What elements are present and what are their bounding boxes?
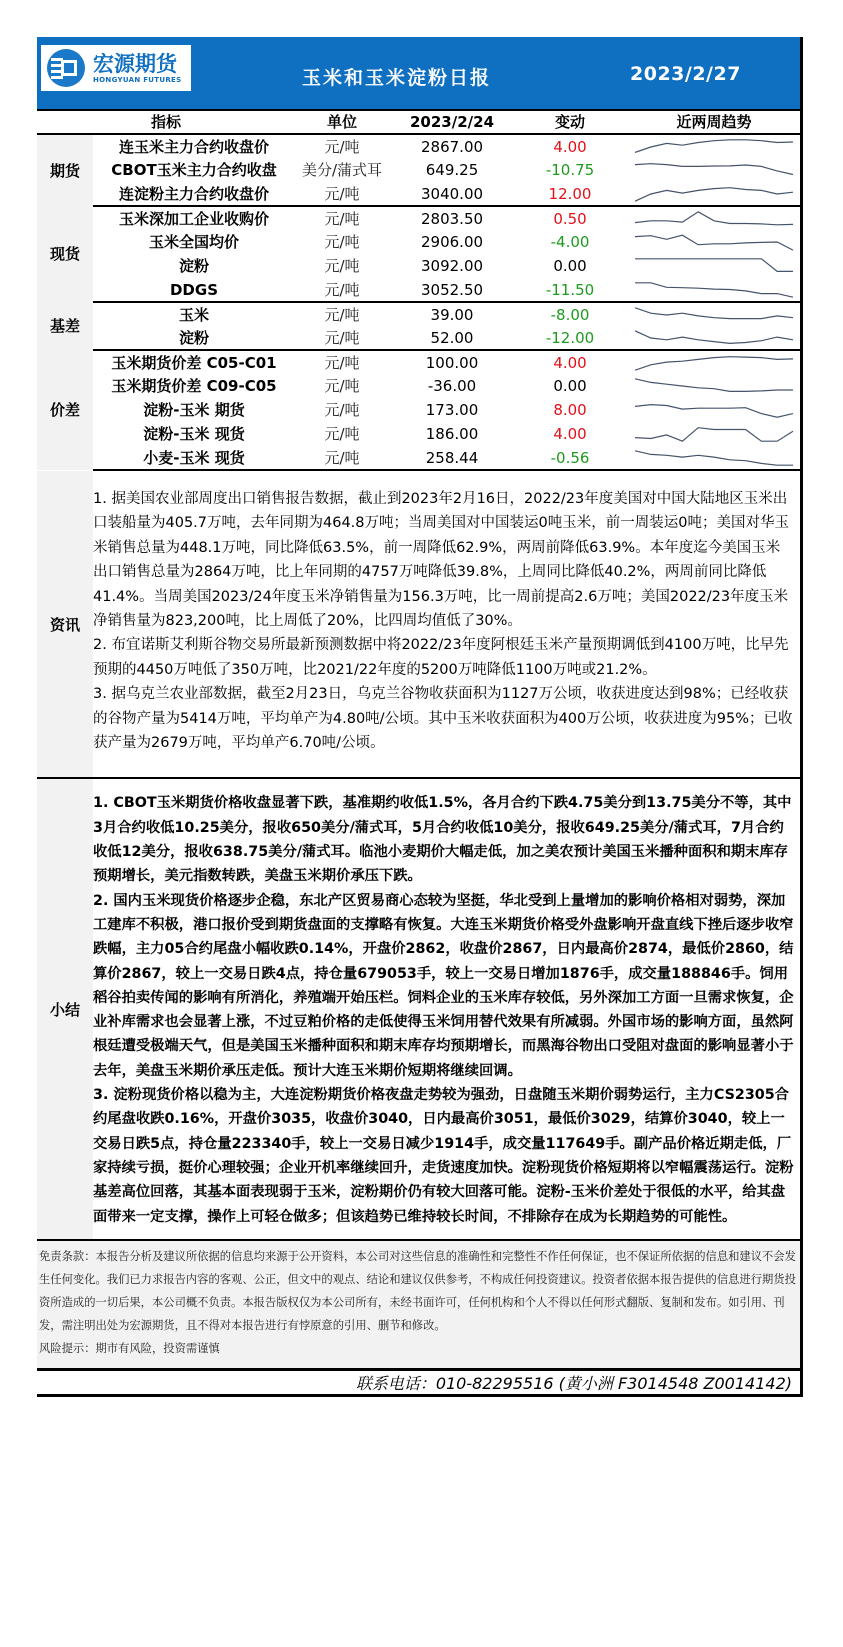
info-paragraph-3: 3. 据乌克兰农业部数据，截至2月23日，乌克兰谷物收获面积为1127万公顷，收获进度达到98%；已经收获的谷物产量为5414万吨，平均单产为4.80吨/公顷。其中玉米收获面积为400万公顷，收获进度为95%；已收获产量为2679万吨，平均单产6.70吨/公顷。 <box>93 686 793 752</box>
unit: 元/吨 <box>324 305 360 324</box>
indicator-name: 淀粉 <box>93 326 295 350</box>
change: -11.50 <box>515 278 625 302</box>
indicator-name: 小麦-玉米 现货 <box>93 446 295 470</box>
change: 12.00 <box>515 182 625 206</box>
category-futures: 期货 <box>37 134 93 206</box>
summary-body <box>93 779 800 1238</box>
indicator-name: 玉米全国均价 <box>149 233 240 251</box>
change: -10.75 <box>545 161 595 179</box>
unit: 元/吨 <box>295 278 389 302</box>
indicator-name: 连玉米主力合约收盘价 <box>119 137 270 156</box>
info-paragraph-1: 1. 据美国农业部周度出口销售报告数据，截止到2023年2月16日，2022/23年度美国对中国大陆地区玉米出口装船量为405.7万吨，去年同期为464.8万吨；当周美国对中国装运0吨玉米，前一周装运0吨；美国对华玉米销售总量为448.1万吨，同比降低63.5%，前一周降低62.9%，两周前降低63.9%。本年度迄今美国玉米出口销售总量为2864万吨，比上年同期的4757万吨降低39.8%，上周同比降低40.2%，两周前同比降低41.4%。当周美国2023/24年度玉米净销售量为156.3万吨，比一周前提高2.6万吨；美国2022/23年度玉米净销售量为823,200吨，比上周低了20%，比四周均值低了30%。 <box>93 491 789 630</box>
unit: 元/吨 <box>324 353 360 372</box>
change: 0.00 <box>553 257 587 275</box>
summary-paragraph-3: 3. 淀粉现货价格以稳为主，大连淀粉期货价格夜盘走势较为强劲，日盘随玉米期价弱势运行，主力CS2305合约尾盘收跌0.16%，开盘价3035，收盘价3040，日内最高价3051，最低价3029，结算价3040，较上一交易日跌5点，持仓量223340手，较上一交易日减少1914手，成交量117649手。副产品价格近期走低，厂家持续亏损，挺价心理较强；企业开机率继续回升，走货速度加快。淀粉现货价格短期将以窄幅震荡运行。淀粉基差高位回落，其基本面表现弱于玉米，淀粉期价仍有较大回落可能。淀粉-玉米价差处于很低的水平，给其盘面带来一定支撑，操作上可轻仓做多；但该趋势已维持较长时间，不排除存在成为长期趋势的可能性。 <box>93 1087 794 1225</box>
trend-sparkline <box>625 398 803 422</box>
disclaimer-text: 免责条款：本报告分析及建议所依据的信息均来源于公开资料，本公司对这些信息的准确性和完整性不作任何保证，也不保证所依据的信息和建议不会发生任何变化。我们已力求报告内容的客观、公正，但文中的观点、结论和建议仅供参考，不构成任何投资建议。投资者依据本报告提供的信息进行期货投资所造成的一切后果，本公司概不负责。本报告版权仅为本公司所有，未经书面许可，任何机构和个人不得以任何形式翻版、复制和发布。如引用、刊发，需注明出处为宏源期货，且不得对本报告进行有悖原意的引用、删节和修改。 <box>39 1249 796 1332</box>
table-row <box>37 446 803 470</box>
indicator-name: 玉米期货价差 C05-C01 <box>111 353 277 372</box>
unit: 元/吨 <box>295 182 389 206</box>
indicator-name: 玉米深加工企业收购价 <box>119 209 270 228</box>
summary-paragraph-1: 1. CBOT玉米期货价格收盘显著下跌，基准期约收低1.5%，各月合约下跌4.75美分到13.75美分不等，其中3月合约收低10.25美分，报收650美分/蒲式耳，5月合约收低10美分，报收649.25美分/蒲式耳，7月合约收低12美分，报收638.75美分/蒲式耳。临池小麦期价大幅走低，加之美农预计美国玉米播种面积和期末库存预期增长，美元指数转跌，美盘玉米期价承压下跌。 <box>93 795 792 885</box>
value: 173.00 <box>425 401 479 419</box>
table-row <box>37 230 803 254</box>
change: 8.00 <box>553 401 587 419</box>
trend-sparkline <box>625 422 803 446</box>
col-value-date: 2023/2/24 <box>389 110 515 134</box>
daily-report <box>37 37 803 1397</box>
table-row <box>37 206 803 230</box>
trend-sparkline <box>625 278 803 302</box>
trend-sparkline <box>625 134 803 158</box>
summary-section <box>37 779 800 1240</box>
trend-sparkline <box>625 350 803 374</box>
value: 39.00 <box>430 305 474 324</box>
indicator-name: 连淀粉主力合约收盘价 <box>93 182 295 206</box>
col-trend: 近两周趋势 <box>625 110 803 134</box>
trend-sparkline <box>625 446 803 470</box>
trend-sparkline <box>625 230 803 254</box>
unit: 元/吨 <box>324 137 360 156</box>
summary-paragraph-2: 2. 国内玉米现货价格逐步企稳，东北产区贸易商心态较为坚挺，华北受到上量增加的影响价格相对弱势，深加工建库不积极，港口报价受到期货盘面的支撑略有恢复。大连玉米期货价格受外盘影响开盘直线下挫后逐步收窄跌幅，主力05合约尾盘小幅收跌0.14%，开盘价2862，收盘价2867，日内最高价2874，最低价2860，结算价2867，较上一交易日跌4点，持仓量679053手，较上一交易日增加1876手，成交量188846手。饲用稻谷拍卖传闻的影响有所消化，养殖端开始压栏。饲料企业的玉米库存较低，另外深加工方面一旦需求恢复，企业补库需求也会显著上涨，不过豆粕价格的走低使得玉米饲用替代效果有所减弱。外国市场的影响方面，虽然阿根廷遭受极端天气，但是美国玉米播种面积和期末库存均预期增长，而黑海谷物出口受阻对盘面的影响显著小于去年，美盘玉米期价承压走低。预计大连玉米期价短期将继续回调。 <box>93 892 794 1079</box>
unit: 美分/蒲式耳 <box>301 161 383 179</box>
report-title: 玉米和玉米淀粉日报 <box>302 67 492 89</box>
category-spot: 现货 <box>37 206 93 302</box>
change: 4.00 <box>553 353 587 372</box>
risk-warning: 风险提示：期市有风险，投资需谨慎 <box>39 1341 220 1355</box>
logo-emblem-icon <box>47 49 85 87</box>
change: 0.00 <box>553 377 587 395</box>
indicator-name: 玉米 <box>179 305 210 324</box>
category-spread: 价差 <box>37 350 93 470</box>
table-row <box>37 374 803 398</box>
company-logo <box>41 45 191 91</box>
logo-en-text: HONGYUAN FUTURES <box>93 76 182 84</box>
summary-label: 小结 <box>37 779 93 1238</box>
value: 52.00 <box>389 326 515 350</box>
indicator-table <box>37 109 803 471</box>
unit: 元/吨 <box>295 446 389 470</box>
table-row <box>37 254 803 278</box>
contact-info: 联系电话：010-82295516 (黄小洲 F3014548 Z0014142) <box>37 1371 800 1397</box>
table-body <box>37 134 803 470</box>
table-row <box>37 158 803 182</box>
change: 4.00 <box>553 137 587 156</box>
info-body <box>93 471 800 777</box>
change: -8.00 <box>550 305 590 324</box>
indicator-name: 淀粉-玉米 期货 <box>143 401 245 419</box>
value: 2906.00 <box>421 233 484 251</box>
change: 4.00 <box>553 425 587 443</box>
value: -36.00 <box>427 377 477 395</box>
indicator-name: 淀粉 <box>179 257 210 275</box>
table-row <box>37 278 803 302</box>
trend-sparkline <box>625 158 803 182</box>
table-row <box>37 302 803 326</box>
unit: 元/吨 <box>324 377 360 395</box>
info-label: 资讯 <box>37 471 93 777</box>
indicator-name: 玉米期货价差 C09-C05 <box>111 377 277 395</box>
indicator-name: 淀粉-玉米 现货 <box>143 425 245 443</box>
trend-sparkline <box>625 206 803 230</box>
change: -0.56 <box>515 446 625 470</box>
unit: 元/吨 <box>324 401 360 419</box>
change: 0.50 <box>553 209 587 228</box>
table-row <box>37 398 803 422</box>
unit: 元/吨 <box>324 233 360 251</box>
trend-sparkline <box>625 326 803 350</box>
category-basis: 基差 <box>37 302 93 350</box>
value: 2867.00 <box>421 137 484 156</box>
unit: 元/吨 <box>324 209 360 228</box>
value: 2803.50 <box>421 209 484 228</box>
value: 649.25 <box>425 161 479 179</box>
change: -4.00 <box>550 233 590 251</box>
report-date: 2023/2/27 <box>630 63 741 85</box>
trend-sparkline <box>625 374 803 398</box>
trend-sparkline <box>625 182 803 206</box>
report-header <box>37 37 800 109</box>
table-row <box>37 350 803 374</box>
unit: 元/吨 <box>324 257 360 275</box>
table-row <box>37 182 803 206</box>
info-paragraph-2: 2. 布宜诺斯艾利斯谷物交易所最新预测数据中将2022/23年度阿根廷玉米产量预期调低到4100万吨，比早先预期的4450万吨低了350万吨，比2021/22年度的5200万吨降低1100万吨或21.2%。 <box>93 637 789 678</box>
table-row <box>37 134 803 158</box>
unit: 元/吨 <box>295 326 389 350</box>
table-row <box>37 326 803 350</box>
value: 3040.00 <box>389 182 515 206</box>
col-unit: 单位 <box>295 110 389 134</box>
table-row <box>37 422 803 446</box>
indicator-name: DDGS <box>93 278 295 302</box>
indicator-name: CBOT玉米主力合约收盘 <box>111 161 277 179</box>
trend-sparkline <box>625 302 803 326</box>
trend-sparkline <box>625 254 803 278</box>
change: -12.00 <box>515 326 625 350</box>
value: 3052.50 <box>389 278 515 302</box>
disclaimer-section <box>37 1241 800 1371</box>
logo-cn-text: 宏源期货 <box>93 52 177 76</box>
info-section <box>37 471 800 779</box>
col-change: 变动 <box>515 110 625 134</box>
value: 186.00 <box>425 425 479 443</box>
value: 3092.00 <box>421 257 484 275</box>
table-header-row <box>37 110 803 134</box>
value: 100.00 <box>425 353 479 372</box>
value: 258.44 <box>389 446 515 470</box>
unit: 元/吨 <box>324 425 360 443</box>
col-indicator: 指标 <box>37 110 295 134</box>
